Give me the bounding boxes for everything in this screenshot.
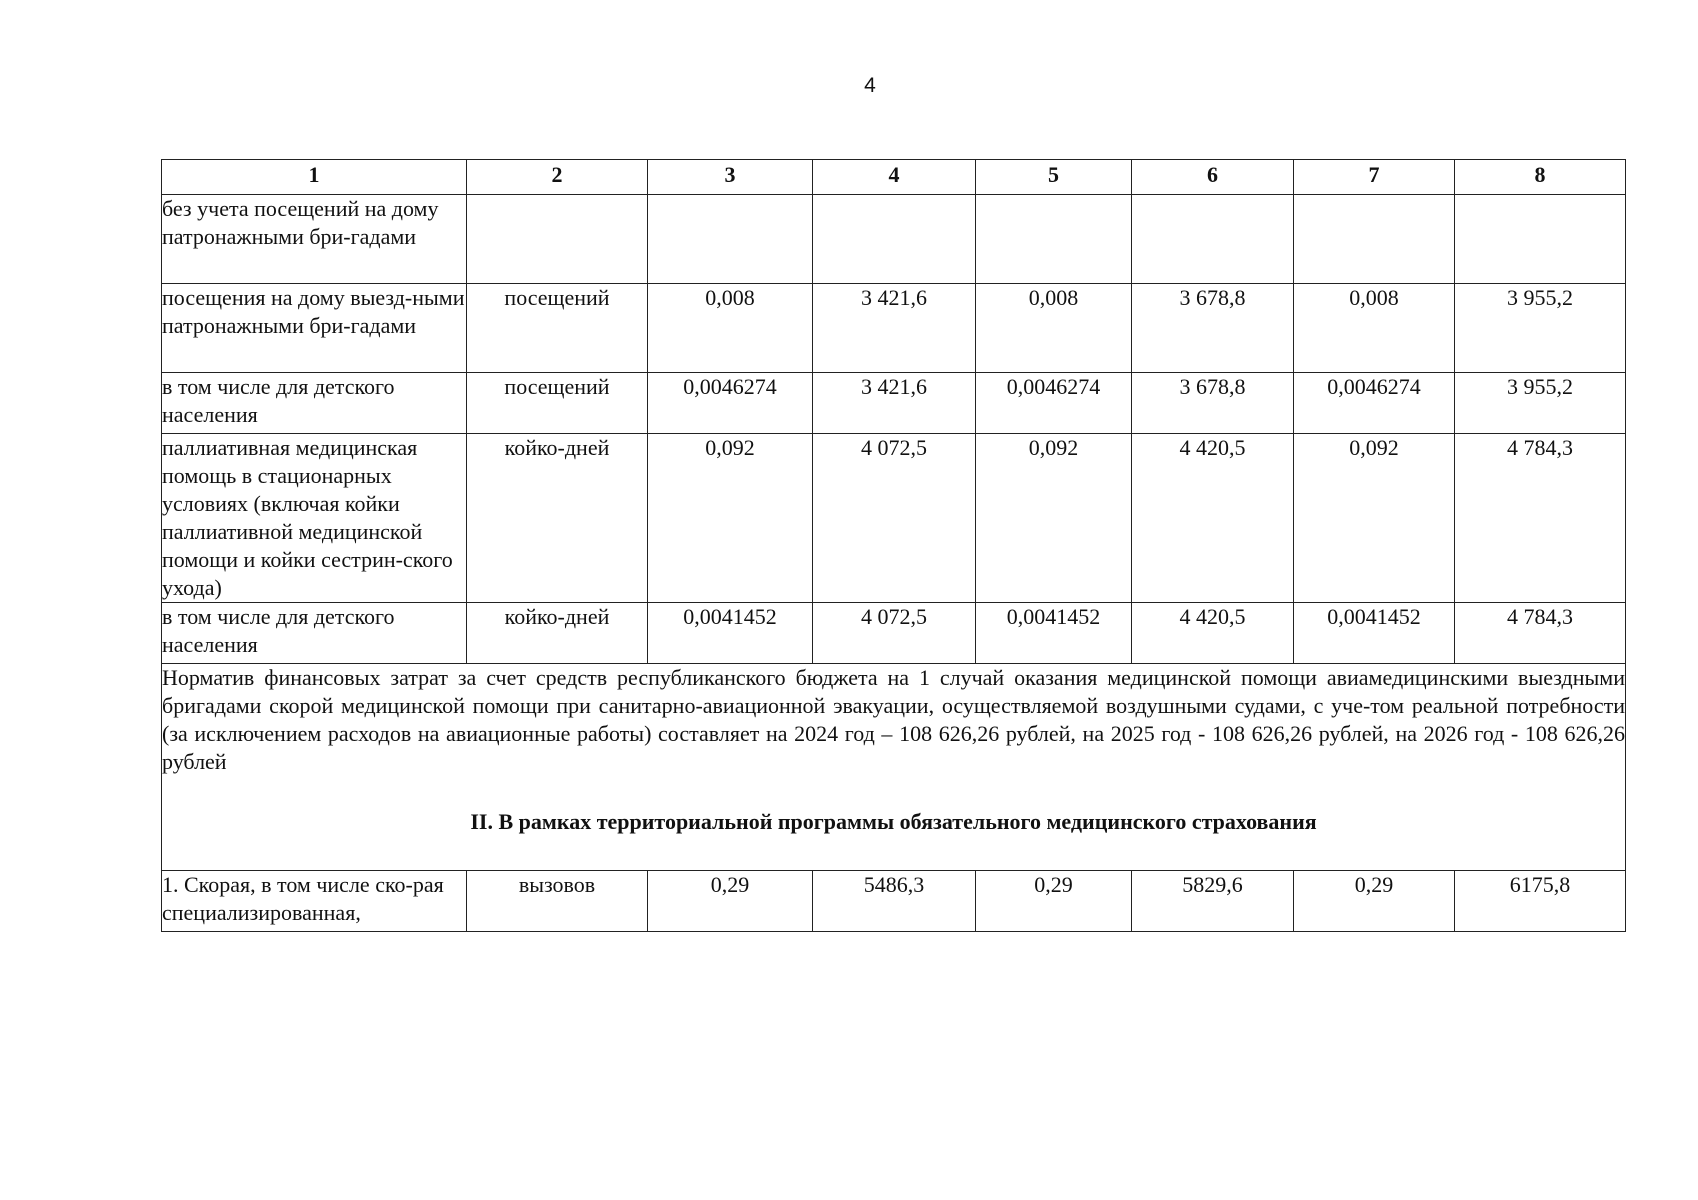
row-cell xyxy=(1455,195,1626,284)
row-cell: 0,0046274 xyxy=(648,373,813,434)
page-number: 4 xyxy=(864,74,876,97)
row-name: паллиативная медицинская помощь в стационарных условиях (включая койки паллиативной медицинской помощи и койки сестрин-ского ухода) xyxy=(162,434,467,603)
header-col-3: 3 xyxy=(648,160,813,195)
row-cell: 4 784,3 xyxy=(1455,434,1626,603)
row-cell: 0,092 xyxy=(648,434,813,603)
row-cell: 4 072,5 xyxy=(813,434,976,603)
row-cell: 0,29 xyxy=(648,871,813,932)
table-row xyxy=(162,871,1626,932)
row-cell: 0,008 xyxy=(648,284,813,373)
row-unit: койко-дней xyxy=(467,434,648,603)
row-cell: 4 072,5 xyxy=(813,603,976,664)
row-cell: 3 421,6 xyxy=(813,373,976,434)
row-cell: 0,29 xyxy=(1294,871,1455,932)
row-cell: 3 421,6 xyxy=(813,284,976,373)
row-cell: 6175,8 xyxy=(1455,871,1626,932)
row-cell: 0,0041452 xyxy=(976,603,1132,664)
row-cell: 0,29 xyxy=(976,871,1132,932)
table-row xyxy=(162,603,1626,664)
row-cell: 3 678,8 xyxy=(1132,373,1294,434)
row-cell: 4 420,5 xyxy=(1132,434,1294,603)
row-cell: 3 955,2 xyxy=(1455,284,1626,373)
row-cell: 5486,3 xyxy=(813,871,976,932)
row-name: посещения на дому выезд-ными патронажными бри-гадами xyxy=(162,284,467,373)
row-unit: посещений xyxy=(467,284,648,373)
row-cell xyxy=(813,195,976,284)
table-row xyxy=(162,373,1626,434)
row-name: в том числе для детского населения xyxy=(162,373,467,434)
table-row xyxy=(162,195,1626,284)
section-title: II. В рамках территориальной программы обязательного медицинского страхования xyxy=(470,809,1317,834)
row-cell xyxy=(1132,195,1294,284)
table-row xyxy=(162,434,1626,603)
row-cell: 3 955,2 xyxy=(1455,373,1626,434)
financial-note-cell xyxy=(162,664,1626,871)
note-row xyxy=(162,664,1626,871)
row-cell: 0,0046274 xyxy=(976,373,1132,434)
row-cell: 0,0046274 xyxy=(1294,373,1455,434)
row-unit: койко-дней xyxy=(467,603,648,664)
row-cell xyxy=(648,195,813,284)
row-cell: 0,008 xyxy=(976,284,1132,373)
row-cell: 3 678,8 xyxy=(1132,284,1294,373)
row-unit: посещений xyxy=(467,373,648,434)
header-col-2: 2 xyxy=(467,160,648,195)
row-cell: 4 784,3 xyxy=(1455,603,1626,664)
table-row xyxy=(162,284,1626,373)
financial-note-text: Норматив финансовых затрат за счет средств республиканского бюджета на 1 случай оказания медицинской помощи авиамедицинскими выездными бригадами скорой медицинской помощи при санитарно-авиационной эвакуации, осуществляемой воздушными судами, с уче-том реальной потребности (за исключением расходов на авиационные работы) составляет на 2024 год – 108 626,26 рублей, на 2025 год - 108 626,26 рублей, на 2026 год - 108 626,26 рублей xyxy=(162,665,1625,774)
row-cell: 4 420,5 xyxy=(1132,603,1294,664)
row-cell xyxy=(1294,195,1455,284)
header-col-6: 6 xyxy=(1132,160,1294,195)
row-cell: 5829,6 xyxy=(1132,871,1294,932)
row-cell: 0,092 xyxy=(976,434,1132,603)
row-unit xyxy=(467,195,648,284)
header-col-1: 1 xyxy=(162,160,467,195)
row-cell: 0,008 xyxy=(1294,284,1455,373)
row-cell: 0,092 xyxy=(1294,434,1455,603)
table-header-row xyxy=(162,160,1626,195)
header-col-5: 5 xyxy=(976,160,1132,195)
row-name: в том числе для детского населения xyxy=(162,603,467,664)
header-col-4: 4 xyxy=(813,160,976,195)
row-cell: 0,0041452 xyxy=(1294,603,1455,664)
row-name: 1. Скорая, в том числе ско-рая специализированная, xyxy=(162,871,467,932)
norms-table xyxy=(161,159,1626,932)
row-unit: вызовов xyxy=(467,871,648,932)
row-cell xyxy=(976,195,1132,284)
row-name: без учета посещений на дому патронажными бри-гадами xyxy=(162,195,467,284)
row-cell: 0,0041452 xyxy=(648,603,813,664)
header-col-8: 8 xyxy=(1455,160,1626,195)
header-col-7: 7 xyxy=(1294,160,1455,195)
